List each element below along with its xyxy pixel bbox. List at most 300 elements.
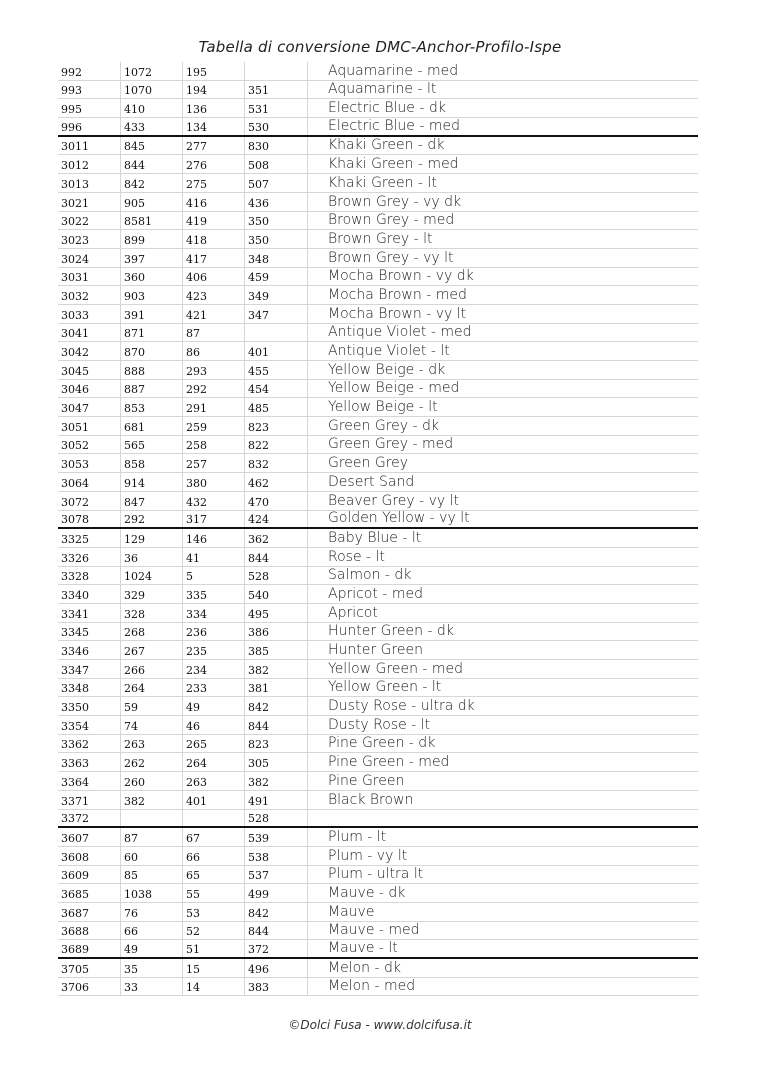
table-row bbox=[58, 716, 698, 735]
color-name-cell: Aquamarine - med bbox=[307, 62, 698, 80]
profilo-code-cell: 259 bbox=[182, 417, 244, 435]
dmc-code-cell: 3345 bbox=[61, 626, 89, 640]
dmc-code-cell: 3687 bbox=[61, 906, 89, 920]
color-name-cell: Plum - vy lt bbox=[307, 847, 698, 865]
color-name-cell: Green Grey - dk bbox=[307, 417, 698, 435]
color-name-cell: Mauve - med bbox=[307, 922, 698, 940]
color-name-cell: Antique Violet - lt bbox=[307, 342, 698, 360]
anchor-code-cell: 899 bbox=[120, 230, 182, 248]
color-name-cell: Pine Green bbox=[307, 772, 698, 790]
ispe-code-cell: 383 bbox=[244, 978, 307, 996]
ispe-code-cell: 844 bbox=[244, 548, 307, 566]
dmc-code-cell: 3354 bbox=[61, 719, 89, 733]
dmc-code-cell: 3041 bbox=[61, 327, 89, 341]
table-row bbox=[58, 735, 698, 754]
profilo-code-cell: 265 bbox=[182, 735, 244, 753]
color-name-cell: Yellow Green - med bbox=[307, 660, 698, 678]
profilo-code-cell: 421 bbox=[182, 305, 244, 323]
color-name-cell: Black Brown bbox=[307, 791, 698, 809]
profilo-code-cell: 416 bbox=[182, 193, 244, 211]
anchor-code-cell: 433 bbox=[120, 118, 182, 135]
anchor-code-cell bbox=[120, 810, 182, 827]
dmc-code-cell: 3024 bbox=[61, 252, 89, 266]
profilo-code-cell: 65 bbox=[182, 866, 244, 884]
profilo-code-cell: 264 bbox=[182, 753, 244, 771]
color-name-cell: Pine Green - dk bbox=[307, 735, 698, 753]
color-name-cell: Mauve bbox=[307, 903, 698, 921]
table-row bbox=[58, 286, 698, 305]
anchor-code-cell: 410 bbox=[120, 99, 182, 117]
dmc-code-cell: 3045 bbox=[61, 364, 89, 378]
profilo-code-cell: 334 bbox=[182, 604, 244, 622]
footer-credit: ©Dolci Fusa - www.dolcifusa.it bbox=[288, 1018, 472, 1032]
dmc-code-cell: 3706 bbox=[61, 981, 89, 995]
ispe-code-cell: 372 bbox=[244, 940, 307, 957]
color-name-cell: Brown Grey - vy dk bbox=[307, 193, 698, 211]
color-name-cell: Brown Grey - med bbox=[307, 212, 698, 230]
table-row bbox=[58, 511, 698, 530]
dmc-code-cell: 3011 bbox=[61, 140, 89, 154]
ispe-code-cell: 844 bbox=[244, 716, 307, 734]
table-row bbox=[58, 567, 698, 586]
color-name-cell: Plum - lt bbox=[307, 828, 698, 846]
anchor-code-cell: 87 bbox=[120, 828, 182, 846]
anchor-code-cell: 49 bbox=[120, 940, 182, 957]
anchor-code-cell: 129 bbox=[120, 529, 182, 547]
profilo-code-cell: 276 bbox=[182, 155, 244, 173]
ispe-code-cell: 436 bbox=[244, 193, 307, 211]
anchor-code-cell: 263 bbox=[120, 735, 182, 753]
color-name-cell: Yellow Beige - dk bbox=[307, 361, 698, 379]
anchor-code-cell: 74 bbox=[120, 716, 182, 734]
table-row bbox=[58, 810, 698, 829]
anchor-code-cell: 853 bbox=[120, 398, 182, 416]
profilo-code-cell: 432 bbox=[182, 492, 244, 510]
dmc-code-cell: 993 bbox=[61, 84, 82, 98]
anchor-code-cell: 35 bbox=[120, 959, 182, 977]
table-row bbox=[58, 137, 698, 156]
color-name-cell: Electric Blue - dk bbox=[307, 99, 698, 117]
dmc-code-cell: 3031 bbox=[61, 271, 89, 285]
table-row bbox=[58, 212, 698, 231]
anchor-code-cell: 914 bbox=[120, 473, 182, 491]
color-name-cell: Brown Grey - lt bbox=[307, 230, 698, 248]
dmc-code-cell: 3372 bbox=[61, 812, 89, 826]
color-name-cell: Mocha Brown - med bbox=[307, 286, 698, 304]
anchor-code-cell: 870 bbox=[120, 342, 182, 360]
color-name-cell bbox=[307, 810, 698, 827]
table-row bbox=[58, 174, 698, 193]
anchor-code-cell: 266 bbox=[120, 660, 182, 678]
dmc-code-cell: 3341 bbox=[61, 607, 89, 621]
ispe-code-cell: 530 bbox=[244, 118, 307, 135]
ispe-code-cell: 508 bbox=[244, 155, 307, 173]
profilo-code-cell: 423 bbox=[182, 286, 244, 304]
color-name-cell: Khaki Green - med bbox=[307, 155, 698, 173]
anchor-code-cell: 85 bbox=[120, 866, 182, 884]
anchor-code-cell: 328 bbox=[120, 604, 182, 622]
color-name-cell: Khaki Green - lt bbox=[307, 174, 698, 192]
dmc-code-cell: 3046 bbox=[61, 383, 89, 397]
table-row bbox=[58, 436, 698, 455]
table-row bbox=[58, 978, 698, 997]
color-name-cell: Golden Yellow - vy lt bbox=[307, 511, 698, 528]
profilo-code-cell bbox=[182, 810, 244, 827]
profilo-code-cell: 406 bbox=[182, 268, 244, 286]
table-row bbox=[58, 604, 698, 623]
anchor-code-cell: 565 bbox=[120, 436, 182, 454]
color-name-cell: Melon - dk bbox=[307, 959, 698, 977]
table-row bbox=[58, 922, 698, 941]
conversion-table bbox=[58, 62, 698, 996]
color-name-cell: Melon - med bbox=[307, 978, 698, 996]
profilo-code-cell: 15 bbox=[182, 959, 244, 977]
profilo-code-cell: 146 bbox=[182, 529, 244, 547]
color-name-cell: Yellow Beige - med bbox=[307, 380, 698, 398]
profilo-code-cell: 293 bbox=[182, 361, 244, 379]
anchor-code-cell: 268 bbox=[120, 623, 182, 641]
profilo-code-cell: 380 bbox=[182, 473, 244, 491]
table-row bbox=[58, 903, 698, 922]
table-row bbox=[58, 679, 698, 698]
table-row bbox=[58, 473, 698, 492]
table-row bbox=[58, 772, 698, 791]
table-row bbox=[58, 380, 698, 399]
ispe-code-cell: 823 bbox=[244, 735, 307, 753]
profilo-code-cell: 52 bbox=[182, 922, 244, 940]
table-row bbox=[58, 847, 698, 866]
ispe-code-cell: 382 bbox=[244, 660, 307, 678]
ispe-code-cell: 347 bbox=[244, 305, 307, 323]
table-row bbox=[58, 585, 698, 604]
table-row bbox=[58, 398, 698, 417]
dmc-code-cell: 995 bbox=[61, 103, 82, 117]
profilo-code-cell: 419 bbox=[182, 212, 244, 230]
dmc-code-cell: 3052 bbox=[61, 439, 89, 453]
dmc-code-cell: 3340 bbox=[61, 588, 89, 602]
ispe-code-cell: 823 bbox=[244, 417, 307, 435]
color-name-cell: Mauve - dk bbox=[307, 884, 698, 902]
anchor-code-cell: 1072 bbox=[120, 62, 182, 80]
color-name-cell: Plum - ultra lt bbox=[307, 866, 698, 884]
table-row bbox=[58, 62, 698, 81]
anchor-code-cell: 391 bbox=[120, 305, 182, 323]
profilo-code-cell: 418 bbox=[182, 230, 244, 248]
color-name-cell: Mocha Brown - vy dk bbox=[307, 268, 698, 286]
table-row bbox=[58, 81, 698, 100]
table-row bbox=[58, 866, 698, 885]
profilo-code-cell: 275 bbox=[182, 174, 244, 192]
dmc-code-cell: 3362 bbox=[61, 738, 89, 752]
table-row bbox=[58, 118, 698, 137]
ispe-code-cell: 832 bbox=[244, 454, 307, 472]
dmc-code-cell: 3033 bbox=[61, 308, 89, 322]
anchor-code-cell: 844 bbox=[120, 155, 182, 173]
profilo-code-cell: 14 bbox=[182, 978, 244, 996]
anchor-code-cell: 260 bbox=[120, 772, 182, 790]
color-name-cell: Hunter Green - dk bbox=[307, 623, 698, 641]
dmc-code-cell: 3328 bbox=[61, 570, 89, 584]
anchor-code-cell: 33 bbox=[120, 978, 182, 996]
table-row bbox=[58, 454, 698, 473]
ispe-code-cell: 830 bbox=[244, 137, 307, 155]
color-name-cell: Mocha Brown - vy lt bbox=[307, 305, 698, 323]
ispe-code-cell: 462 bbox=[244, 473, 307, 491]
ispe-code-cell: 485 bbox=[244, 398, 307, 416]
ispe-code-cell: 349 bbox=[244, 286, 307, 304]
profilo-code-cell: 67 bbox=[182, 828, 244, 846]
ispe-code-cell: 385 bbox=[244, 641, 307, 659]
table-row bbox=[58, 697, 698, 716]
profilo-code-cell: 233 bbox=[182, 679, 244, 697]
ispe-code-cell: 459 bbox=[244, 268, 307, 286]
anchor-code-cell: 267 bbox=[120, 641, 182, 659]
table-row bbox=[58, 641, 698, 660]
table-row bbox=[58, 342, 698, 361]
ispe-code-cell: 470 bbox=[244, 492, 307, 510]
ispe-code-cell: 455 bbox=[244, 361, 307, 379]
table-row bbox=[58, 230, 698, 249]
color-name-cell: Desert Sand bbox=[307, 473, 698, 491]
profilo-code-cell: 136 bbox=[182, 99, 244, 117]
ispe-code-cell: 540 bbox=[244, 585, 307, 603]
ispe-code-cell: 531 bbox=[244, 99, 307, 117]
dmc-code-cell: 3363 bbox=[61, 757, 89, 771]
profilo-code-cell: 401 bbox=[182, 791, 244, 809]
ispe-code-cell bbox=[244, 324, 307, 342]
profilo-code-cell: 86 bbox=[182, 342, 244, 360]
dmc-code-cell: 3042 bbox=[61, 346, 89, 359]
color-name-cell: Mauve - lt bbox=[307, 940, 698, 957]
color-name-cell: Pine Green - med bbox=[307, 753, 698, 771]
ispe-code-cell: 424 bbox=[244, 511, 307, 528]
profilo-code-cell: 87 bbox=[182, 324, 244, 342]
dmc-code-cell: 3047 bbox=[61, 402, 89, 416]
table-row bbox=[58, 417, 698, 436]
color-name-cell: Antique Violet - med bbox=[307, 324, 698, 342]
anchor-code-cell: 858 bbox=[120, 454, 182, 472]
ispe-code-cell: 362 bbox=[244, 529, 307, 547]
profilo-code-cell: 234 bbox=[182, 660, 244, 678]
ispe-code-cell: 305 bbox=[244, 753, 307, 771]
anchor-code-cell: 1070 bbox=[120, 81, 182, 99]
anchor-code-cell: 382 bbox=[120, 791, 182, 809]
table-row bbox=[58, 884, 698, 903]
dmc-code-cell: 3021 bbox=[61, 196, 89, 210]
dmc-code-cell: 3022 bbox=[61, 215, 89, 229]
ispe-code-cell: 537 bbox=[244, 866, 307, 884]
table-row bbox=[58, 623, 698, 642]
table-row bbox=[58, 548, 698, 567]
profilo-code-cell: 257 bbox=[182, 454, 244, 472]
ispe-code-cell: 350 bbox=[244, 212, 307, 230]
table-row bbox=[58, 791, 698, 810]
color-name-cell: Khaki Green - dk bbox=[307, 137, 698, 155]
color-name-cell: Apricot bbox=[307, 604, 698, 622]
table-row bbox=[58, 529, 698, 548]
anchor-code-cell: 871 bbox=[120, 324, 182, 342]
profilo-code-cell: 417 bbox=[182, 249, 244, 267]
dmc-code-cell: 3348 bbox=[61, 682, 89, 696]
profilo-code-cell: 134 bbox=[182, 118, 244, 135]
dmc-code-cell: 3051 bbox=[61, 420, 89, 434]
profilo-code-cell: 277 bbox=[182, 137, 244, 155]
dmc-code-cell: 3689 bbox=[61, 943, 89, 956]
ispe-code-cell: 348 bbox=[244, 249, 307, 267]
dmc-code-cell: 3078 bbox=[61, 513, 89, 527]
profilo-code-cell: 258 bbox=[182, 436, 244, 454]
anchor-code-cell: 76 bbox=[120, 903, 182, 921]
dmc-code-cell: 3053 bbox=[61, 458, 89, 472]
color-name-cell: Apricot - med bbox=[307, 585, 698, 603]
ispe-code-cell: 842 bbox=[244, 697, 307, 715]
dmc-code-cell: 3032 bbox=[61, 289, 89, 303]
table-row bbox=[58, 753, 698, 772]
table-row bbox=[58, 959, 698, 978]
table-row bbox=[58, 99, 698, 118]
dmc-code-cell: 3371 bbox=[61, 794, 89, 808]
ispe-code-cell: 401 bbox=[244, 342, 307, 360]
anchor-code-cell: 329 bbox=[120, 585, 182, 603]
anchor-code-cell: 842 bbox=[120, 174, 182, 192]
dmc-code-cell: 3064 bbox=[61, 476, 89, 490]
color-name-cell: Hunter Green bbox=[307, 641, 698, 659]
color-name-cell: Green Grey - med bbox=[307, 436, 698, 454]
dmc-code-cell: 3072 bbox=[61, 495, 89, 509]
ispe-code-cell: 539 bbox=[244, 828, 307, 846]
anchor-code-cell: 888 bbox=[120, 361, 182, 379]
dmc-code-cell: 3023 bbox=[61, 233, 89, 247]
color-name-cell: Yellow Beige - lt bbox=[307, 398, 698, 416]
color-name-cell: Yellow Green - lt bbox=[307, 679, 698, 697]
anchor-code-cell: 681 bbox=[120, 417, 182, 435]
page-title: Tabella di conversione DMC-Anchor-Profilo-Ispe bbox=[198, 38, 562, 56]
anchor-code-cell: 1038 bbox=[120, 884, 182, 902]
dmc-code-cell: 3012 bbox=[61, 159, 89, 173]
profilo-code-cell: 46 bbox=[182, 716, 244, 734]
anchor-code-cell: 847 bbox=[120, 492, 182, 510]
table-row bbox=[58, 361, 698, 380]
profilo-code-cell: 236 bbox=[182, 623, 244, 641]
ispe-code-cell: 491 bbox=[244, 791, 307, 809]
profilo-code-cell: 49 bbox=[182, 697, 244, 715]
table-row bbox=[58, 940, 698, 959]
anchor-code-cell: 36 bbox=[120, 548, 182, 566]
ispe-code-cell: 386 bbox=[244, 623, 307, 641]
table-row bbox=[58, 324, 698, 343]
ispe-code-cell: 382 bbox=[244, 772, 307, 790]
anchor-code-cell: 66 bbox=[120, 922, 182, 940]
table-row bbox=[58, 249, 698, 268]
color-name-cell: Rose - lt bbox=[307, 548, 698, 566]
color-name-cell: Electric Blue - med bbox=[307, 118, 698, 135]
color-name-cell: Beaver Grey - vy lt bbox=[307, 492, 698, 510]
anchor-code-cell: 845 bbox=[120, 137, 182, 155]
profilo-code-cell: 235 bbox=[182, 641, 244, 659]
dmc-code-cell: 3364 bbox=[61, 775, 89, 789]
ispe-code-cell: 538 bbox=[244, 847, 307, 865]
color-name-cell: Brown Grey - vy lt bbox=[307, 249, 698, 267]
ispe-code-cell: 381 bbox=[244, 679, 307, 697]
dmc-code-cell: 3350 bbox=[61, 701, 89, 715]
anchor-code-cell: 887 bbox=[120, 380, 182, 398]
ispe-code-cell: 507 bbox=[244, 174, 307, 192]
dmc-code-cell: 3705 bbox=[61, 962, 89, 976]
ispe-code-cell bbox=[244, 62, 307, 80]
anchor-code-cell: 264 bbox=[120, 679, 182, 697]
ispe-code-cell: 351 bbox=[244, 81, 307, 99]
profilo-code-cell: 194 bbox=[182, 81, 244, 99]
ispe-code-cell: 822 bbox=[244, 436, 307, 454]
anchor-code-cell: 59 bbox=[120, 697, 182, 715]
ispe-code-cell: 844 bbox=[244, 922, 307, 940]
table-row bbox=[58, 305, 698, 324]
table-row bbox=[58, 492, 698, 511]
ispe-code-cell: 454 bbox=[244, 380, 307, 398]
color-name-cell: Salmon - dk bbox=[307, 567, 698, 585]
anchor-code-cell: 60 bbox=[120, 847, 182, 865]
profilo-code-cell: 51 bbox=[182, 940, 244, 957]
dmc-code-cell: 996 bbox=[61, 120, 82, 134]
color-name-cell: Green Grey bbox=[307, 454, 698, 472]
color-name-cell: Dusty Rose - lt bbox=[307, 716, 698, 734]
ispe-code-cell: 496 bbox=[244, 959, 307, 977]
ispe-code-cell: 495 bbox=[244, 604, 307, 622]
dmc-code-cell: 3609 bbox=[61, 869, 89, 883]
ispe-code-cell: 528 bbox=[244, 810, 307, 827]
profilo-code-cell: 53 bbox=[182, 903, 244, 921]
table-row bbox=[58, 193, 698, 212]
color-name-cell: Dusty Rose - ultra dk bbox=[307, 697, 698, 715]
dmc-code-cell: 3688 bbox=[61, 925, 89, 939]
table-row bbox=[58, 660, 698, 679]
anchor-code-cell: 397 bbox=[120, 249, 182, 267]
anchor-code-cell: 1024 bbox=[120, 567, 182, 585]
anchor-code-cell: 8581 bbox=[120, 212, 182, 230]
color-name-cell: Baby Blue - lt bbox=[307, 529, 698, 547]
dmc-code-cell: 3608 bbox=[61, 850, 89, 864]
ispe-code-cell: 528 bbox=[244, 567, 307, 585]
anchor-code-cell: 292 bbox=[120, 511, 182, 528]
profilo-code-cell: 66 bbox=[182, 847, 244, 865]
profilo-code-cell: 41 bbox=[182, 548, 244, 566]
ispe-code-cell: 499 bbox=[244, 884, 307, 902]
color-name-cell: Aquamarine - lt bbox=[307, 81, 698, 99]
table-row bbox=[58, 268, 698, 287]
dmc-code-cell: 3685 bbox=[61, 887, 89, 901]
dmc-code-cell: 3325 bbox=[61, 532, 89, 546]
anchor-code-cell: 262 bbox=[120, 753, 182, 771]
ispe-code-cell: 350 bbox=[244, 230, 307, 248]
dmc-code-cell: 3346 bbox=[61, 645, 89, 658]
dmc-code-cell: 3013 bbox=[61, 177, 89, 191]
dmc-code-cell: 992 bbox=[61, 65, 82, 79]
anchor-code-cell: 360 bbox=[120, 268, 182, 286]
profilo-code-cell: 292 bbox=[182, 380, 244, 398]
dmc-code-cell: 3326 bbox=[61, 551, 89, 565]
profilo-code-cell: 317 bbox=[182, 511, 244, 528]
profilo-code-cell: 263 bbox=[182, 772, 244, 790]
ispe-code-cell: 842 bbox=[244, 903, 307, 921]
profilo-code-cell: 5 bbox=[182, 567, 244, 585]
dmc-code-cell: 3347 bbox=[61, 663, 89, 677]
dmc-code-cell: 3607 bbox=[61, 831, 89, 845]
profilo-code-cell: 291 bbox=[182, 398, 244, 416]
table-row bbox=[58, 155, 698, 174]
table-row bbox=[58, 828, 698, 847]
anchor-code-cell: 905 bbox=[120, 193, 182, 211]
profilo-code-cell: 335 bbox=[182, 585, 244, 603]
